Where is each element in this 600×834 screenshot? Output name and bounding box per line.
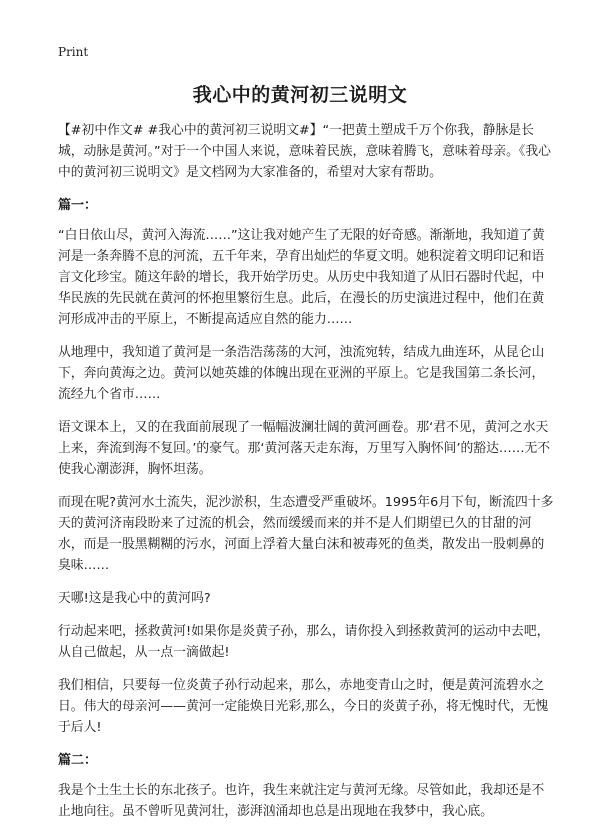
article-body — [58, 120, 554, 834]
section-heading-1: 篇一： — [58, 198, 98, 213]
paragraph: 而现在呢?黄河水土流失，泥沙淤积，生态遭受严重破坏。1995年6月下旬，断流四十多天的黄河济南段盼来了过流的机会，然而缓缓而来的并不是人们期望已久的甘甜的河水，而是一股黑糊糊的污水，河面上浮着大量白沫和被毒死的鱼类，散发出一股刺鼻的臭味…… — [58, 495, 554, 573]
paragraph: 天哪!这是我心中的黄河吗? — [58, 591, 211, 606]
paragraph: 我们相信，只要每一位炎黄子孙行动起来，那么，赤地变青山之时，便是黄河流碧水之日。伟大的母亲河——黄河一定能焕日光彩,那么，今日的炎黄子孙，将无愧时代，无愧于后人! — [58, 678, 549, 735]
paragraph: “白日依山尽，黄河入海流……”这让我对她产生了无限的好奇感。渐渐地，我知道了黄河是一条奔腾不息的河流，五千年来，孕育出灿烂的华夏文明。她积淀着文明印记和语言文化珍宝。随这年龄的增长，我开始学历史。从历史中我知道了从旧石器时代起，中华民族的先民就在黄河的怀抱里繁衍生息。此后，在漫长的历史演进过程中，他们在黄河形成冲击的平原上，不断提高适应自然的能力…… — [58, 228, 545, 327]
paragraph: 语文课本上，又的在我面前展现了一幅幅波澜壮阔的黄河画卷。那‘君不见，黄河之水天上来，奔流到海不复回。’的豪气。那‘黄河落天走东海，万里写入胸怀间’的豁达……无不使我心潮澎湃，胸怀坦荡。 — [58, 420, 551, 477]
paragraph: 从地理中，我知道了黄河是一条浩浩荡荡的大河，浊流宛转，结成九曲连环，从昆仑山下，奔向黄海之边。黄河以她英雄的体魄出现在亚洲的平原上。它是我国第二条长河，流经九个省市…… — [58, 345, 545, 402]
intro-paragraph: 【#初中作文# #我心中的黄河初三说明文#】“一把黄土塑成千万个你我，静脉是长城，动脉是黄河。”对于一个中国人来说，意味着民族，意味着腾飞，意味着母亲。《我心中的黄河初三说明文》是文档网为大家准备的，希望对大家有帮助。 — [58, 123, 551, 180]
print-link[interactable]: Print — [58, 45, 89, 59]
paragraph: 我是个土生土长的东北孩子。也许，我生来就注定与黄河无缘。尽管如此，我却还是不止地向往。虽不曾听见黄河壮，澎湃汹涌却也总是出现地在我梦中，我心底。 — [58, 783, 545, 819]
section-heading-2: 篇二： — [58, 753, 98, 768]
page-title: 我心中的黄河初三说明文 — [192, 84, 408, 106]
paragraph: 行动起来吧，拯救黄河!如果你是炎黄子孙，那么，请你投入到拯救黄河的运动中去吧，从自己做起，从一点一滴做起! — [58, 624, 550, 660]
